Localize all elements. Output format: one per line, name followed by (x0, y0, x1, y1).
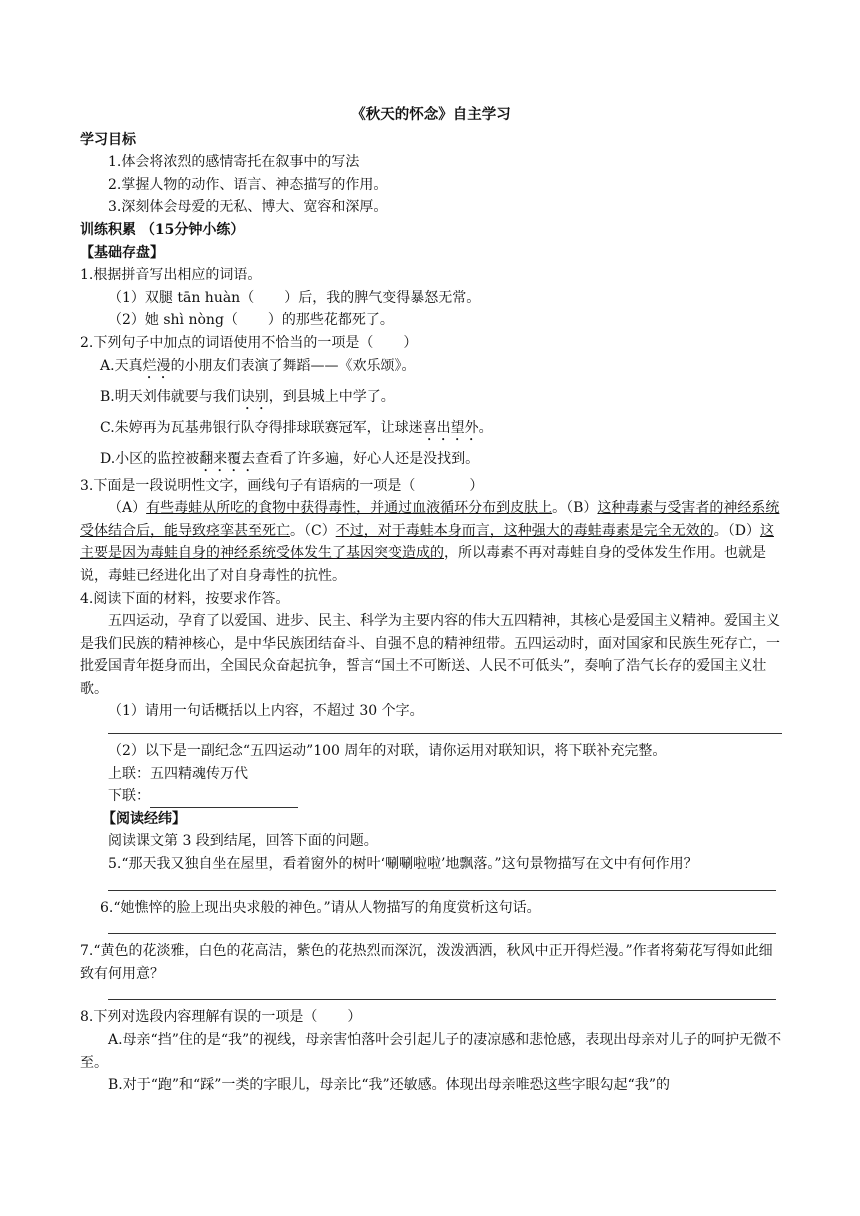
q2-option-d: D.小区的监控被翻来覆去查看了许多遍，好心人还是没找到。 (100, 450, 480, 467)
page-title: 《秋天的怀念》自主学习 (351, 106, 511, 123)
objective-item: 1.体会将浓烈的感情寄托在叙事中的写法 (108, 154, 360, 171)
q5-stem: 5.“那天我又独自坐在屋里，看着窗外的树叶‘唰唰啦啦’地飘落。”这句景物描写在文中有何作用？ (108, 856, 698, 873)
q6-stem: 6.“她憔悴的脸上现出央求般的神色。”请从人物描写的角度赏析这句话。 (100, 899, 541, 916)
objective-item: 2.掌握人物的动作、语言、神态描写的作用。 (108, 176, 388, 193)
q1-item-1: （1）双腿 tān huàn（ ）后，我的脾气变得暴怒无常。 (108, 289, 481, 306)
q2-option-a: A.天真烂漫的小朋友们表演了舞蹈——《欢乐颂》。 (100, 357, 416, 374)
q3-stem: 3.下面是一段说明性文字，画线句子有语病的一项是（ ） (80, 477, 484, 494)
q4-passage: 五四运动，孕育了以爱国、进步、民主、科学为主要内容的伟大五四精神，其核心是爱国主义精神。爱国主义是我们民族的精神核心，是中华民族团结奋斗、自强不息的精神纽带。五四运动时，面对国家和民族生死存亡，一批爱国青年挺身而出，全国民众奋起抗争，誓言“国土不可断送、人民不可低头”，奏响了浩气长存的爱国主义壮歌。 (80, 613, 780, 697)
q4-sub1: （1）请用一句话概括以上内容，不超过 30 个字。 (108, 703, 424, 720)
q2-option-b: B.明天刘伟就要与我们诀别，到县城上中学了。 (100, 388, 395, 405)
answer-line[interactable] (108, 985, 776, 1000)
q7-stem: 7.“黄色的花淡雅，白色的花高洁，紫色的花热烈而深沉，泼泼洒洒，秋风中正开得烂漫。”作者将菊花写得如此细致有何用意？ (80, 943, 773, 982)
couplet-upper: 上联：五四精魂传万代 (108, 765, 248, 782)
q8-stem: 8.下列对选段内容理解有误的一项是（ ） (80, 1009, 362, 1026)
q2-option-c: C.朱婷再为瓦基弗银行队夺得排球联赛冠军，让球迷喜出望外。 (100, 419, 493, 436)
objective-item: 3.深刻体会母爱的无私、博大、宽容和深厚。 (108, 199, 388, 216)
q1-stem: 1.根据拼音写出相应的词语。 (80, 267, 262, 284)
q4-sub2: （2）以下是一副纪念“五四运动”100 周年的对联，请你运用对联知识，将下联补充完整。 (108, 743, 667, 760)
reading-heading: 【阅读经纬】 (102, 810, 186, 827)
answer-line[interactable] (108, 723, 782, 734)
couplet-lower: 下联： (80, 785, 782, 808)
q4-stem: 4.阅读下面的材料，按要求作答。 (80, 590, 290, 607)
reading-intro: 阅读课文第 3 段到结尾，回答下面的问题。 (108, 833, 378, 850)
answer-line[interactable] (108, 876, 776, 891)
q1-item-2: （2）她 shì nòng（ ）的那些花都死了。 (108, 312, 394, 329)
q3-passage: （A）有些毒蛙从所吃的食物中获得毒性，并通过血液循环分布到皮肤上。（B）这种毒素与受害者的神经系统受体结合后，能导致痉挛甚至死亡。（C）不过，对于毒蛙本身而言，这种强大的毒蛙毒素是完全无效的。（D）这主要是因为毒蛙自身的神经系统受体发生了基因突变造成的，所以毒素不再对毒蛙自身的受体发生作用。也就是说，毒蛙已经进化出了对自身毒性的抗性。 (80, 500, 780, 584)
q8-option-b: B.对于“跑”和“踩”一类的字眼儿，母亲比“我”还敏感。体现出母亲唯恐这些字眼勾起“我”的 (108, 1077, 670, 1094)
training-heading: 训练积累 （15分钟小练） (80, 221, 245, 238)
objectives-heading: 学习目标 (80, 131, 136, 148)
basic-heading: 【基础存盘】 (80, 244, 164, 261)
q2-stem: 2.下列句子中加点的词语使用不恰当的一项是（ ） (80, 334, 418, 351)
document-page (80, 104, 782, 1097)
answer-line[interactable] (150, 793, 298, 808)
q8-option-a: A.母亲“挡”住的是“我”的视线，母亲害怕落叶会引起儿子的凄凉感和悲怆感，表现出母亲对儿子的呵护无微不至。 (80, 1032, 782, 1071)
answer-line[interactable] (108, 919, 776, 934)
